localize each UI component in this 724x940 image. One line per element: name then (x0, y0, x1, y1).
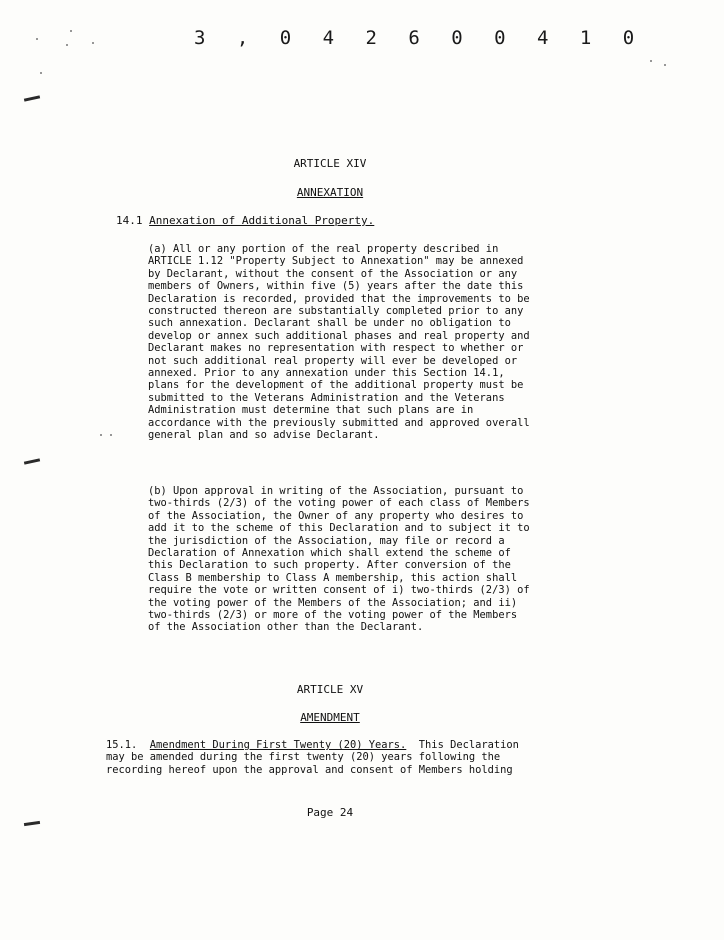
scan-speck (110, 434, 112, 436)
paragraph-line: two-thirds (2/3) of the voting power of each class of Members (148, 497, 530, 510)
article-14-subtitle: ANNEXATION (296, 186, 364, 199)
punch-hole-mark (24, 458, 40, 464)
paragraph-line: plans for the development of the additional property must be (148, 379, 524, 392)
section-15-1 (106, 739, 572, 776)
section-14-1-heading (116, 214, 374, 227)
section-text-line: may be amended during the first twenty (20) years following the (106, 751, 501, 764)
page-number: Page 24 (306, 806, 354, 819)
paragraph-line: such annexation. Declarant shall be under no obligation to (148, 317, 511, 330)
paragraph-line: Administration must determine that such plans are in (148, 404, 474, 417)
paragraph-line: require the vote or written consent of i) two-thirds (2/3) of (148, 584, 530, 597)
paragraph-line: members of Owners, within five (5) years after the date this (148, 280, 524, 293)
paragraph-line: submitted to the Veterans Administration and the Veterans (148, 391, 505, 404)
paragraph-a (148, 243, 572, 442)
paragraph-line: ARTICLE 1.12 "Property Subject to Annexation" may be annexed (148, 255, 524, 268)
paragraph-line: the voting power of the Members of the Association; and ii) (148, 596, 518, 609)
scan-speck (650, 60, 652, 62)
paragraph-line: of the Association, the Owner of any property who desires to (148, 509, 524, 522)
scan-speck (664, 64, 666, 66)
paragraph-line: develop or annex such additional phases and real property and (148, 329, 530, 342)
section-text: This Declaration (418, 739, 519, 751)
section-title: Annexation of Additional Property. (149, 214, 375, 227)
scan-speck (36, 38, 38, 40)
paragraph-line: by Declarant, without the consent of the Association or any (148, 267, 518, 280)
section-title: Amendment During First Twenty (20) Years. (149, 739, 407, 751)
scan-speck (40, 72, 42, 74)
article-14-title: ARTICLE XIV (293, 157, 367, 170)
paragraph-line: annexed. Prior to any annexation under this Section 14.1, (148, 367, 505, 380)
article-15-subtitle: AMENDMENT (300, 711, 360, 724)
punch-hole-mark (24, 95, 40, 101)
scan-speck (66, 44, 68, 46)
paragraph-line: the jurisdiction of the Association, may file or record a (148, 534, 505, 547)
section-text-line: recording hereof upon the approval and consent of Members holding (106, 763, 513, 776)
paragraph-line: (b) Upon approval in writing of the Association, pursuant to (148, 485, 524, 497)
paragraph-line: Declaration is recorded, provided that the improvements to be (148, 292, 530, 305)
paragraph-b (148, 485, 572, 634)
paragraph-line: add it to the scheme of this Declaration and to subject it to (148, 522, 530, 535)
punch-hole-mark (24, 821, 40, 826)
paragraph-line: (a) All or any portion of the real property described in (148, 243, 499, 255)
paragraph-line: this Declaration to such property. After conversion of the (148, 559, 511, 572)
paragraph-line: accordance with the previously submitted and approved overall (148, 416, 530, 429)
article-15-title: ARTICLE XV (296, 683, 364, 696)
paragraph-line: general plan and so advise Declarant. (148, 429, 380, 442)
scan-speck (100, 434, 102, 436)
section-number: 14.1 (116, 214, 143, 227)
section-15-1-first-line (106, 739, 572, 751)
paragraph-line: Declaration of Annexation which shall extend the scheme of (148, 547, 511, 560)
paragraph-line: constructed thereon are substantially completed prior to any (148, 305, 524, 318)
paragraph-line: not such additional real property will ever be developed or (148, 354, 518, 367)
section-number: 15.1. (106, 739, 138, 751)
paragraph-line: two-thirds (2/3) or more of the voting power of the Members (148, 609, 518, 622)
paragraph-line: Declarant makes no representation with respect to whether or (148, 342, 524, 355)
scan-speck (92, 42, 94, 44)
paragraph-line: Class B membership to Class A membership, this action shall (148, 571, 518, 584)
scan-speck (70, 30, 72, 32)
paragraph-line: of the Association other than the Declarant. (148, 621, 424, 634)
document-number: 3 , 0 4 2 6 0 0 4 1 0 (194, 27, 645, 49)
